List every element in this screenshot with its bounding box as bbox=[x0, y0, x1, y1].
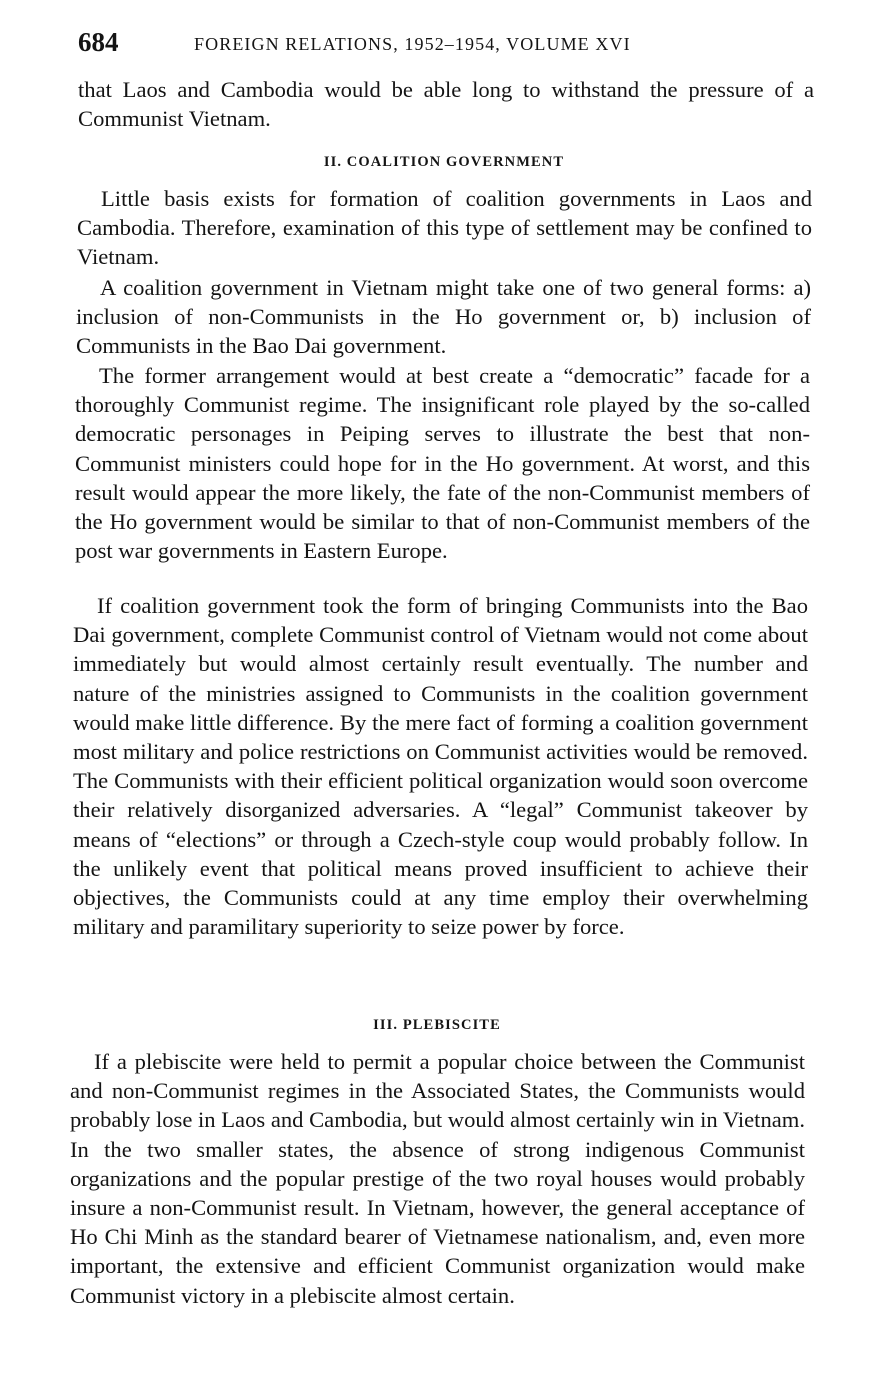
paragraph-coalition-basis: Little basis exists for formation of coalition governments in Laos and Cambodia. Therefore, examination of this type of settlement may be confined to Vietnam. bbox=[77, 186, 812, 270]
paragraph-bao-dai-coalition: If coalition government took the form of bringing Communists into the Bao Dai government, complete Communist control of Vietnam would not come about immediately but would almost certainly result eventually. The number and nature of the ministries assigned to Communists in the coalition government would make little difference. By the mere fact of forming a coalition government most military and police restrictions on Communist activities would be removed. The Communists with their efficient political organization would soon overcome their relatively disorganized adversaries. A “legal” Communist takeover by means of “elections” or through a Czech-style coup would probably follow. In the unlikely event that political means proved insufficient to achieve their objectives, the Communists could at any time employ their overwhelming military and paramilitary superiority to seize power by force. bbox=[73, 593, 808, 940]
running-head bbox=[78, 26, 818, 58]
paragraph-former-arrangement: The former arrangement would at best create a “democratic” facade for a thoroughly Communist regime. The insignificant role played by the so-called democratic personages in Peiping serves to illustrate the best that non-Communist ministers could hope for in the Ho government. At worst, and this result would appear the more likely, the fate of the non-Communist members of the Ho government would be similar to that of non-Communist members of the post war governments in Eastern Europe. bbox=[75, 363, 810, 564]
running-title: FOREIGN RELATIONS, 1952–1954, VOLUME XVI bbox=[194, 34, 631, 54]
paragraph-plebiscite: If a plebiscite were held to permit a popular choice between the Communist and non-Communist regimes in the Associated States, the Communists would probably lose in Laos and Cambodia, but would almost certainly win in Vietnam. In the two smaller states, the absence of strong indigenous Communist organizations and the popular prestige of the two royal houses would probably insure a non-Communist result. In Vietnam, however, the general acceptance of Ho Chi Minh as the standard bearer of Vietnamese nationalism, and, even more important, the extensive and efficient Communist organization would make Communist victory in a plebiscite almost certain. bbox=[70, 1049, 805, 1308]
paragraph-continuation: that Laos and Cambodia would be able long to withstand the pressure of a Communist Vietnam. bbox=[78, 77, 814, 132]
section-heading-plebiscite: III. PLEBISCITE bbox=[373, 1017, 501, 1033]
section-heading-coalition-government: II. COALITION GOVERNMENT bbox=[323, 154, 565, 170]
paragraph-coalition-forms: A coalition government in Vietnam might take one of two general forms: a) inclusion of non-Communists in the Ho government or, b) inclusion of Communists in the Bao Dai government. bbox=[76, 275, 811, 359]
page-number: 684 bbox=[78, 27, 119, 57]
